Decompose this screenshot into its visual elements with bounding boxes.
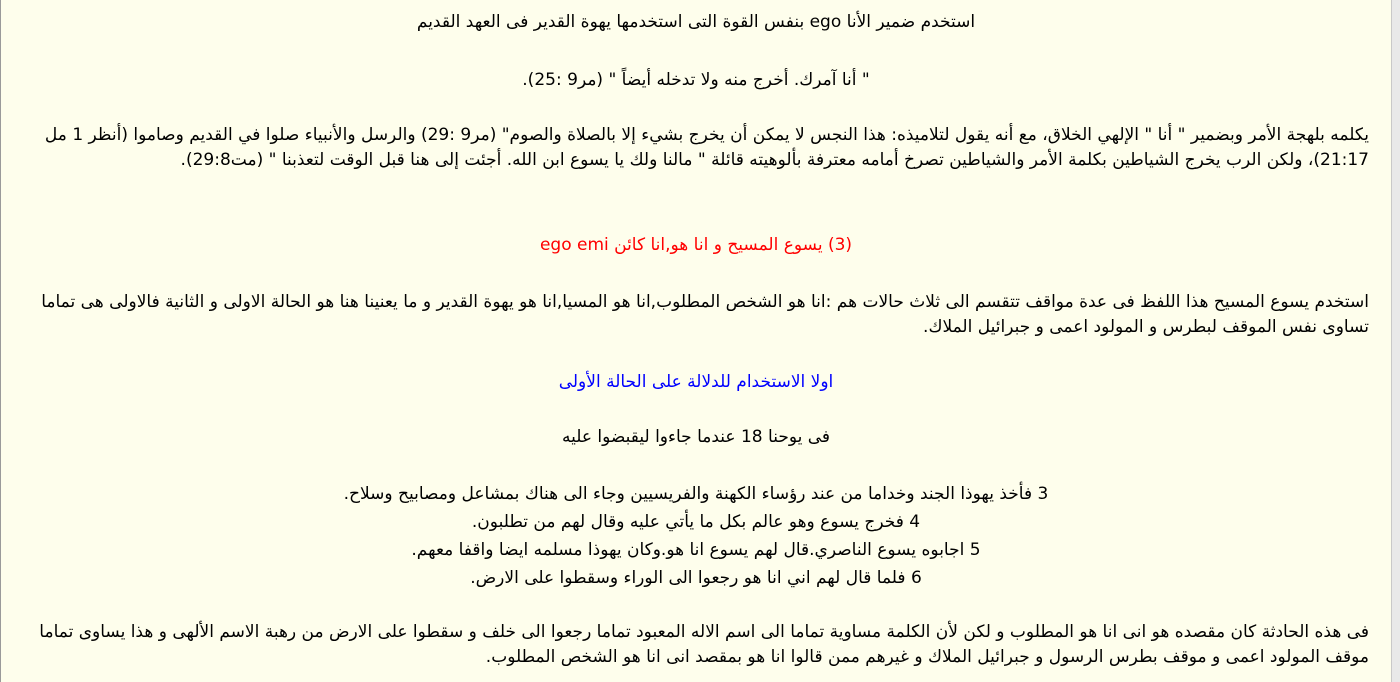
- quote-line: " أنا آمرك. أخرج منه ولا تدخله أيضاً " (مر9 :25).: [522, 70, 870, 90]
- verse-3: 3 فأخذ يهوذا الجند وخداما من عند رؤساء الكهنة والفريسيين وجاء الى هناك بمشاعل ومصابيح وسلاح.: [343, 484, 1049, 504]
- intro-line: استخدم ضمير الأنا ego بنفس القوة التى استخدمها يهوة القدير فى العهد القديم: [416, 12, 976, 32]
- paragraph-conclusion: فى هذه الحادثة كان مقصده هو انى انا هو المطلوب و لكن لأن الكلمة مساوية تماما الى اسم الاله المعبود تماما رجعوا الى خلف و سقطوا على الارض من رهبة الاسم الألهى و هذا يساوى تماما موقف المولود اعمى و موقف بطرس الرسول و جبرائيل الملاك و غيرهم ممن قالوا انا هو بمقصد انى انا هو الشخص المطلوب.: [39, 622, 1369, 667]
- paragraph-three-cases: استخدم يسوع المسيح هذا اللفظ فى عدة مواقف تتقسم الى ثلاث حالات هم :انا هو الشخص المطلوب,انا هو المسيا,انا هو يهوة القدير و ما يعنينا هنا هو الحالة الاولى و الثانية فالاولى هى تماما تساوى نفس الموقف لبطرس و المولود اعمى و جبرائيل الملاك.: [41, 292, 1369, 337]
- verse-list: [23, 480, 1369, 592]
- section-heading-3: (3) يسوع المسيح و انا هو,انا كائن ego emi: [539, 235, 853, 255]
- verse-6: 6 فلما قال لهم اني انا هو رجعوا الى الوراء وسقطوا على الارض.: [470, 568, 922, 588]
- vertical-scrollbar[interactable]: [1391, 0, 1400, 682]
- paragraph-command: يكلمه بلهجة الأمر وبضمير " أنا " الإلهي الخلاق، مع أنه يقول لتلاميذه: هذا النجس لا يمكن أن يخرج بشيء إلا بالصلاة والصوم" (مر9 :29) والرسل والأنبياء صلوا في القديم وصاموا (أنظر 1 مل 21:17)، ولكن الرب يخرج الشياطين بكلمة الأمر والشياطين تصرخ أمامه معترفة بألوهيته قائلة " مالنا ولك يا يسوع ابن الله. أجئت إلى هنا قبل الوقت لتعذبنا " (مت29:8).: [44, 125, 1369, 170]
- verse-4: 4 فخرج يسوع وهو عالم بكل ما يأتي عليه وقال لهم من تطلبون.: [471, 512, 921, 532]
- verse-5: 5 اجابوه يسوع الناصري.قال لهم يسوع انا هو.وكان يهوذا مسلمه ايضا واقفا معهم.: [411, 540, 981, 560]
- subheading-first-case: اولا الاستخدام للدلالة على الحالة الأولى: [558, 372, 834, 392]
- reference-john-18: فى يوحنا 18 عندما جاءوا ليقبضوا عليه: [561, 427, 831, 447]
